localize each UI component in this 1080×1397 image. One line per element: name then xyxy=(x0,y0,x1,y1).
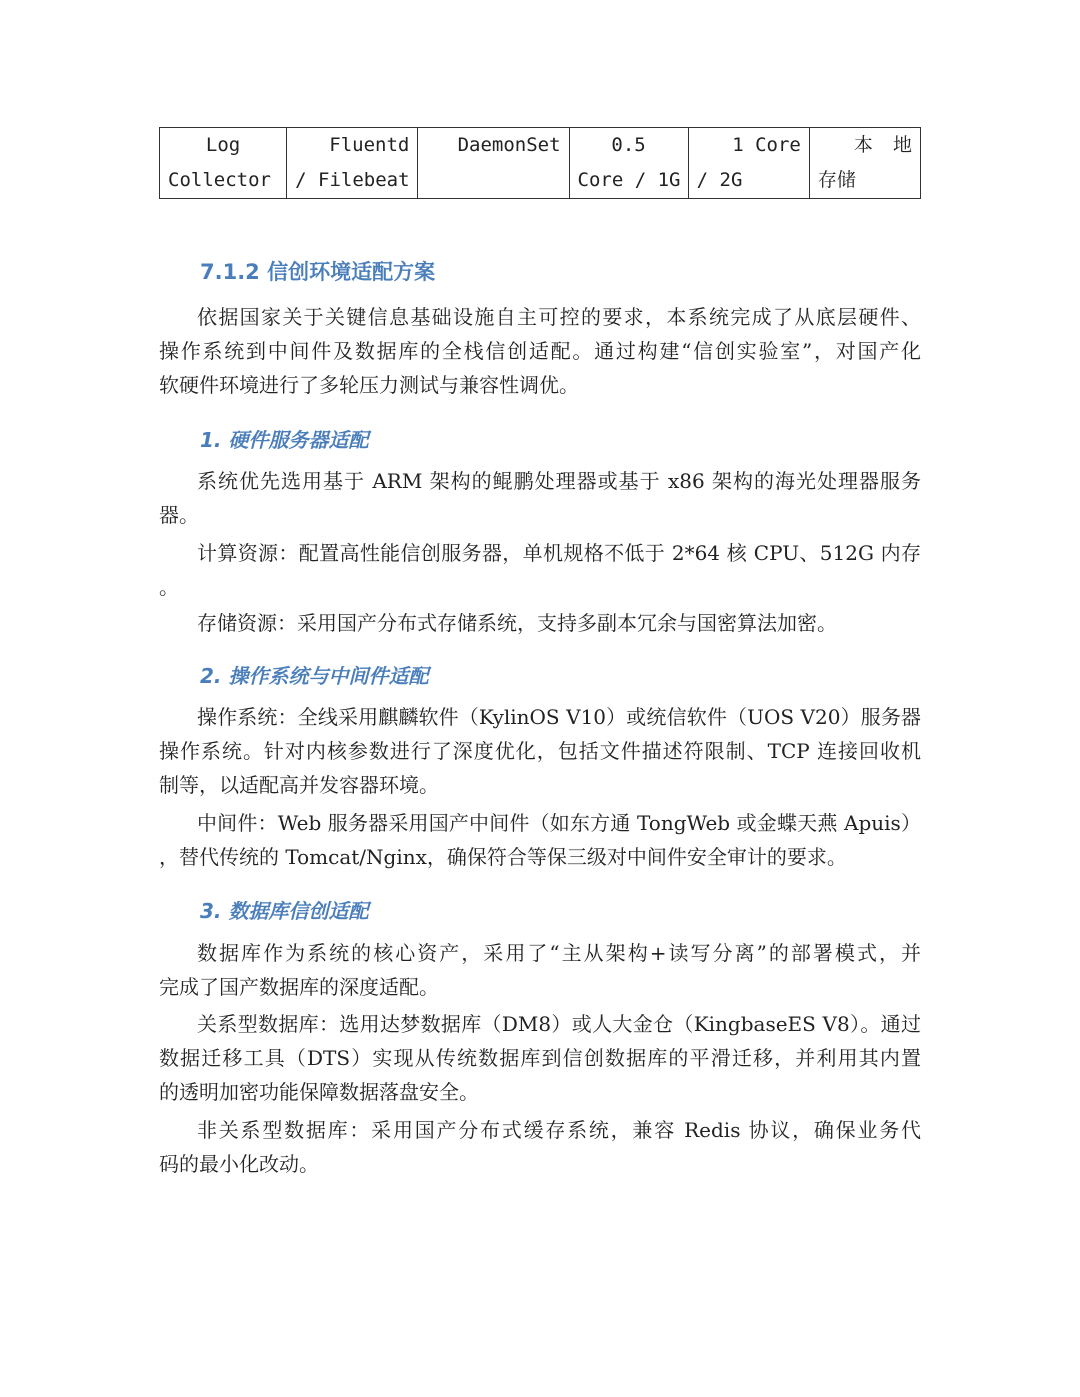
os-paragraph xyxy=(159,700,921,802)
paragraph-line: 非关系型数据库：采用国产分布式缓存系统，兼容 Redis 协议，确保业务代 xyxy=(197,1118,921,1142)
paragraph-line: 操作系统：全线采用麒麟软件（KylinOS V10）或统信软件（UOS V20）服务器 xyxy=(197,705,921,729)
paragraph-line: 系统优先选用基于 ARM 架构的鲲鹏处理器或基于 x86 架构的海光处理器服务 xyxy=(197,469,921,493)
paragraph-line: 数据迁移工具（DTS）实现从传统数据库到信创数据库的平滑迁移，并利用其内置 xyxy=(159,1046,921,1070)
paragraph-line: 码的最小化改动。 xyxy=(159,1152,319,1176)
paragraph-line: 依据国家关于关键信息基础设施自主可控的要求，本系统完成了从底层硬件、 xyxy=(197,305,921,329)
paragraph-line: 存储资源：采用国产分布式存储系统，支持多副本冗余与国密算法加密。 xyxy=(197,611,837,635)
paragraph-line: 计算资源：配置高性能信创服务器，单机规格不低于 2*64 核 CPU、512G 内存 xyxy=(197,541,921,565)
paragraph-line: 操作系统。针对内核参数进行了深度优化，包括文件描述符限制、TCP 连接回收机 xyxy=(159,739,921,763)
paragraph-line: 关系型数据库：选用达梦数据库（DM8）或人大金仓（KingbaseES V8）。通过 xyxy=(197,1012,921,1036)
cell-line: 1 Core xyxy=(732,134,801,156)
table-cell-component xyxy=(160,128,287,199)
resource-table xyxy=(159,127,921,199)
cell-line: Log xyxy=(205,134,241,156)
subheading-database: 3. 数据库信创适配 xyxy=(200,899,369,923)
cell-line: Core / 1G xyxy=(577,169,681,191)
cell-line: Fluentd xyxy=(329,134,410,156)
subheading-os-middleware: 2. 操作系统与中间件适配 xyxy=(200,664,429,688)
section-heading: 7.1.2 信创环境适配方案 xyxy=(200,260,436,284)
compute-resource-paragraph xyxy=(159,536,921,604)
table-cell-request xyxy=(569,128,688,199)
table-cell-limit xyxy=(688,128,809,199)
relational-db-paragraph xyxy=(159,1007,921,1109)
paragraph-line: 的透明加密功能保障数据落盘安全。 xyxy=(159,1080,479,1104)
database-intro-paragraph xyxy=(159,936,921,1004)
intro-paragraph xyxy=(159,300,921,402)
table-cell-deployment xyxy=(418,128,569,199)
paragraph-line: 数据库作为系统的核心资产，采用了“主从架构+读写分离”的部署模式，并 xyxy=(197,941,921,965)
cell-line: Collector xyxy=(168,169,271,191)
cell-line: 本 地 xyxy=(853,134,912,156)
table-cell-tool xyxy=(287,128,418,199)
middleware-paragraph xyxy=(159,806,921,874)
hardware-paragraph xyxy=(159,464,921,532)
cell-line: 存储 xyxy=(817,169,856,191)
cell-line: 0.5 xyxy=(611,134,646,156)
table-cell-storage xyxy=(809,128,920,199)
table-row xyxy=(160,128,921,199)
cell-line xyxy=(426,163,560,198)
cell-line: / 2G xyxy=(696,169,743,191)
paragraph-line: 完成了国产数据库的深度适配。 xyxy=(159,975,439,999)
paragraph-line: 中间件：Web 服务器采用国产中间件（如东方通 TongWeb 或金蝶天燕 Apuis） xyxy=(197,811,921,835)
paragraph-line: 器。 xyxy=(159,503,199,527)
subheading-hardware: 1. 硬件服务器适配 xyxy=(200,428,369,452)
paragraph-line: ，替代传统的 Tomcat/Nginx，确保符合等保三级对中间件安全审计的要求。 xyxy=(159,845,847,869)
paragraph-line: 软硬件环境进行了多轮压力测试与兼容性调优。 xyxy=(159,373,579,397)
paragraph-line: 操作系统到中间件及数据库的全栈信创适配。通过构建“信创实验室”，对国产化 xyxy=(159,339,921,363)
cell-line: DaemonSet xyxy=(457,134,561,156)
cell-line: / Filebeat xyxy=(295,169,410,191)
paragraph-line: 制等，以适配高并发容器环境。 xyxy=(159,773,439,797)
nonrelational-db-paragraph xyxy=(159,1113,921,1181)
paragraph-line: 。 xyxy=(159,575,179,599)
storage-resource-paragraph xyxy=(159,606,921,640)
